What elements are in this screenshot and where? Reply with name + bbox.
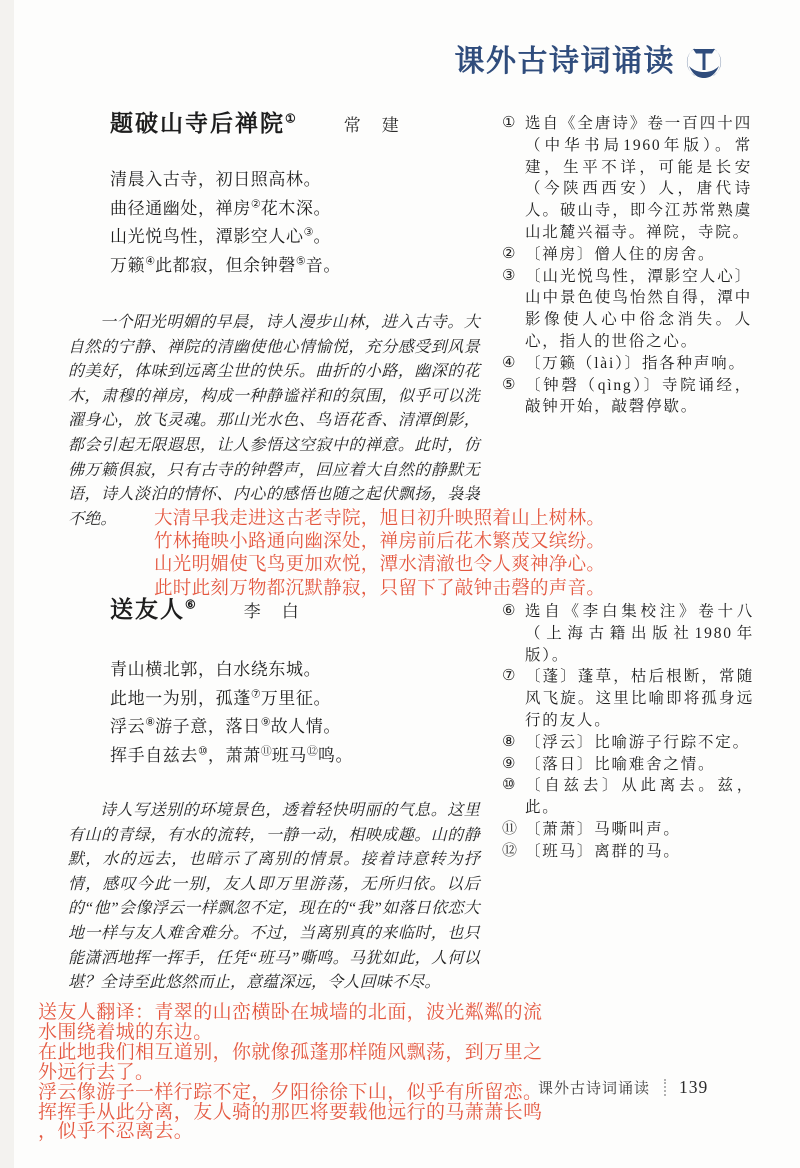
footer-section-label: 课外古诗词诵读 bbox=[538, 1080, 651, 1097]
poem1-translation-overlay bbox=[154, 506, 605, 599]
footnote-number: ⑩ bbox=[502, 777, 516, 794]
footnote-text: 〔班马〕离群的马。 bbox=[525, 842, 681, 860]
translation-line: 浮云像游子一样行踪不定，夕阳徐徐下山，似乎有所留恋。 bbox=[38, 1081, 543, 1103]
footnote-text: 〔禅房〕僧人住的房舍。 bbox=[525, 245, 716, 263]
footnote-item bbox=[502, 775, 754, 819]
footnote-number: ⑤ bbox=[502, 376, 516, 393]
footnote-number: ③ bbox=[502, 267, 516, 284]
footnote-item bbox=[502, 819, 754, 841]
poem-line: 浮云⑧游子意，落日⑨故人情。 bbox=[110, 716, 341, 737]
footnote-item bbox=[502, 113, 752, 244]
poem1-lines bbox=[110, 166, 341, 280]
footnote-text: 〔浮云〕比喻游子行踪不定。 bbox=[525, 733, 750, 751]
footnote-text: 选自《李白集校注》卷十八（上海古籍出版社1980年版）。 bbox=[525, 603, 754, 664]
poem-line: 万籁④此都寂，但余钟磬⑤音。 bbox=[110, 255, 341, 275]
footer-divider bbox=[664, 1079, 666, 1096]
footnote-item bbox=[502, 732, 754, 754]
footnote-text: 〔萧萧〕马嘶叫声。 bbox=[525, 820, 681, 838]
page-title: 课外古诗词诵读 bbox=[454, 45, 675, 78]
footnote-number: ⑫ bbox=[502, 842, 518, 859]
poem-line: 山光悦鸟性，潭影空人心③。 bbox=[110, 226, 332, 247]
footnote-item bbox=[502, 375, 752, 419]
footnote-text: 〔山光悦鸟性，潭影空人心〕山中景色使鸟怡然自得，潭中影像使人心中俗念消失。人心，指人的世俗之心。 bbox=[525, 267, 752, 350]
poem2-heading bbox=[110, 592, 301, 628]
footnotes-poem2 bbox=[502, 601, 754, 863]
translation-line: 送友人翻译：青翠的山峦横卧在城墙的北面，波光粼粼的流 bbox=[38, 1002, 543, 1023]
translation-line: 挥挥手从此分离，友人骑的那匹将要载他远行的马萧萧长鸣 bbox=[38, 1101, 543, 1123]
footnote-number: ① bbox=[502, 115, 516, 131]
footnote-item bbox=[502, 353, 752, 375]
translation-line: 大清早我走进这古老寺院，旭日初升映照着山上树林。 bbox=[154, 507, 606, 528]
footnote-text: 〔蓬〕蓬草，枯后根断，常随风飞旋。这里比喻即将孤身远行的友人。 bbox=[525, 668, 754, 729]
footnote-number: ⑪ bbox=[502, 820, 518, 837]
translation-line: 山光明媚使飞鸟更加欢悦，潭水清澈也令人爽神净心。 bbox=[154, 553, 606, 575]
footnote-item bbox=[502, 601, 754, 666]
poem2-title: 送友人⑥ bbox=[110, 597, 196, 622]
anchor-icon bbox=[684, 42, 724, 82]
translation-line: ，似乎不忍离去。 bbox=[38, 1121, 194, 1143]
page-footer bbox=[538, 1074, 708, 1100]
footnote-number: ⑨ bbox=[502, 755, 516, 772]
translation-line: 水围绕着城的东边。 bbox=[38, 1021, 213, 1043]
poem2-analysis: 诗人写送别的环境景色，透着轻快明丽的气息。这里有山的青绿，有水的流转，一静一动，相映成趣。山的静默，水的远去，也暗示了离别的情景。接着诗意转为抒情，感叹今此一别，友人即万里游荡，无所归依。以后的“他”会像浮云一样飘忽不定，现在的“我”如落日依恋大地一样与友人难舍难分。不过，当离别真的来临时，也只能潇洒地挥一挥手，任凭“班马”嘶鸣。马犹如此，人何以堪？全诗至此悠然而止，意蕴深远，令人回味不尽。 bbox=[68, 802, 480, 992]
footnotes-poem1 bbox=[502, 113, 752, 418]
poem2-lines bbox=[110, 656, 353, 770]
footnote-item bbox=[502, 841, 754, 863]
footer-page-number: 139 bbox=[679, 1076, 709, 1097]
footnote-item bbox=[502, 244, 752, 266]
poem2-author: 李 白 bbox=[243, 602, 301, 621]
poem-line: 清晨入古寺，初日照高林。 bbox=[110, 170, 322, 189]
footnote-number: ④ bbox=[502, 354, 516, 371]
translation-line: 在此地我们相互道别，你就像孤蓬那样随风飘荡，到万里之 bbox=[38, 1041, 543, 1063]
footnote-text: 〔万籁（lài）〕指各种声响。 bbox=[525, 354, 746, 372]
footnote-item bbox=[502, 666, 754, 731]
footnote-item bbox=[502, 754, 754, 776]
footnote-text: 选自《全唐诗》卷一百四十四（中华书局1960年版）。常建，生平不详，可能是长安（今陕西西安）人，唐代诗人。破山寺，即今江苏常熟虞山北麓兴福寺。禅院，寺院。 bbox=[525, 115, 752, 241]
footnote-item bbox=[502, 266, 752, 353]
translation-line: 此时此刻万物都沉默静寂，只留下了敲钟击磬的声音。 bbox=[154, 576, 606, 598]
poem-line: 挥手自兹去⑩，萧萧⑪班马⑫鸣。 bbox=[110, 745, 354, 765]
poem1-analysis: 一个阳光明媚的早晨，诗人漫步山林，进入古寺。大自然的宁静、禅院的清幽使他心情愉悦，充分感受到风景的美好，体味到远离尘世的快乐。曲折的小路，幽深的花木，肃穆的禅房，构成一种静谧祥和的氛围，似乎可以洗濯身心，放飞灵魂。那山光水色、鸟语花香、清潭倒影，都会引起无限遐思，让人参悟这空寂中的禅意。此时，仿佛万籁俱寂，只有古寺的钟磬声，回应着大自然的静默无语，诗人淡泊的情怀、内心的感悟也随之起伏飘扬，袅袅不绝。 bbox=[68, 314, 480, 528]
footnote-text: 〔自兹去〕从此离去。兹，此。 bbox=[525, 777, 754, 817]
footnote-number: ⑦ bbox=[502, 668, 516, 685]
page-header bbox=[0, 40, 724, 84]
poem1-author: 常 建 bbox=[343, 116, 401, 135]
footnote-number: ② bbox=[502, 245, 516, 262]
translation-line: 外远行去了。 bbox=[38, 1061, 155, 1083]
footnote-text: 〔落日〕比喻难舍之情。 bbox=[525, 755, 716, 773]
poem-line: 青山横北郭，白水绕东城。 bbox=[110, 660, 322, 679]
poem1-title: 题破山寺后禅院① bbox=[110, 111, 296, 136]
footnote-number: ⑥ bbox=[502, 603, 516, 619]
poem-line: 曲径通幽处，禅房②花木深。 bbox=[110, 197, 332, 218]
poem-line: 此地一为别，孤蓬⑦万里征。 bbox=[110, 687, 332, 708]
footnote-number: ⑧ bbox=[502, 733, 516, 750]
footnote-text: 〔钟磬（qìng）〕寺院诵经，敲钟开始，敲磬停歇。 bbox=[525, 376, 752, 416]
translation-line: 竹林掩映小路通向幽深处，禅房前后花木繁茂又缤纷。 bbox=[154, 530, 606, 552]
poem1-heading bbox=[110, 106, 401, 142]
poem2-translation-overlay bbox=[38, 1003, 542, 1142]
